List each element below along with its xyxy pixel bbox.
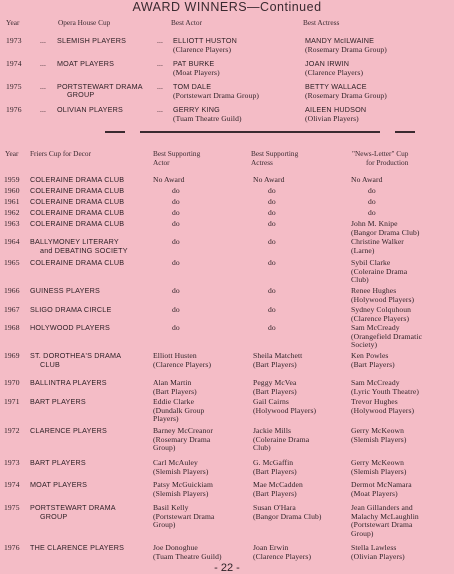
s2-production: (Bart Players) bbox=[351, 359, 395, 369]
s2-year: 1972 bbox=[4, 426, 20, 435]
s2-year: 1966 bbox=[4, 286, 20, 295]
s1-header-actress: Best Actress bbox=[303, 18, 340, 27]
s2-year: 1959 bbox=[4, 175, 20, 184]
s2-supporting-actress: Jackie Mills bbox=[253, 426, 292, 435]
s1-header-cup: Opera House Cup bbox=[58, 18, 111, 27]
s2-year: 1974 bbox=[4, 480, 20, 489]
s2-supporting-actor: do bbox=[172, 286, 180, 295]
s1-header-actor: Best Actor bbox=[171, 18, 203, 27]
s2-production: Group) bbox=[351, 528, 374, 538]
s2-year: 1961 bbox=[4, 197, 20, 206]
s2-production: (Lyric Youth Theatre) bbox=[351, 386, 419, 396]
s2-supporting-actress: do bbox=[268, 323, 276, 332]
s2-header-year: Year bbox=[5, 149, 19, 158]
s2-production: (Portstewart Drama bbox=[351, 520, 413, 529]
s1-actress: AILEEN HUDSON bbox=[305, 105, 367, 114]
s2-production: (Slemish Players) bbox=[351, 466, 407, 476]
s1-actor: ELLIOTT HUSTON bbox=[173, 36, 238, 45]
s2-supporting-actor: (Clarence Players) bbox=[153, 359, 212, 369]
s2-decor-winner: CLARENCE PLAYERS bbox=[30, 426, 107, 435]
s2-decor-winner: GUINESS PLAYERS bbox=[30, 286, 100, 295]
s2-supporting-actor: (Bart Players) bbox=[153, 386, 197, 396]
s2-production: John M. Knipe bbox=[351, 219, 398, 228]
s2-supporting-actor: Group) bbox=[153, 443, 176, 452]
s2-year: 1965 bbox=[4, 258, 20, 267]
s2-supporting-actor: do bbox=[172, 197, 180, 206]
s2-production: Stella Lawless bbox=[351, 543, 397, 552]
s1-actress: BETTY WALLACE bbox=[305, 82, 367, 91]
s2-production: No Award bbox=[351, 175, 383, 184]
s2-production: Sam McCready bbox=[351, 378, 400, 387]
divider-dash-left bbox=[105, 131, 125, 133]
s2-supporting-actress: (Clarence Players) bbox=[253, 551, 312, 561]
s2-decor-winner: COLERAINE DRAMA CLUB bbox=[30, 219, 125, 228]
s2-production: Christine Walker bbox=[351, 237, 404, 246]
s2-decor-winner: SLIGO DRAMA CIRCLE bbox=[30, 305, 112, 314]
s2-production: Sybil Clarke bbox=[351, 258, 391, 267]
s2-header-actor-line2: Actor bbox=[153, 158, 170, 167]
s2-supporting-actress: do bbox=[268, 197, 276, 206]
s2-supporting-actress: Joan Erwin bbox=[253, 543, 289, 552]
s2-production: (Moat Players) bbox=[351, 488, 398, 498]
s1-year: 1976 bbox=[6, 105, 22, 114]
s2-supporting-actress: (Bart Players) bbox=[253, 386, 297, 396]
s2-production: Sam McCready bbox=[351, 323, 400, 332]
s2-production: (Holywood Players) bbox=[351, 294, 415, 304]
s2-production: Trevor Hughes bbox=[351, 397, 398, 406]
s2-supporting-actress: Gail Cairns bbox=[253, 397, 289, 406]
s2-supporting-actor: Alan Martin bbox=[153, 378, 192, 387]
s2-supporting-actor: Joe Donoghue bbox=[153, 543, 198, 552]
s2-year: 1973 bbox=[4, 458, 20, 467]
s1-actress: MANDY McILWAINE bbox=[305, 36, 375, 45]
s2-supporting-actor: Patsy McGuickiam bbox=[153, 480, 214, 489]
s2-production: Malachy McLaughlin bbox=[351, 511, 419, 521]
s2-supporting-actress: Club) bbox=[253, 443, 271, 452]
s2-decor-winner: BALLYMONEY LITERARY bbox=[30, 237, 119, 246]
s2-year: 1976 bbox=[4, 543, 20, 552]
s2-year: 1969 bbox=[4, 351, 20, 360]
s2-production: (Clarence Players) bbox=[351, 313, 410, 323]
s2-supporting-actor: (Portstewart Drama bbox=[153, 511, 215, 521]
s2-supporting-actor: do bbox=[172, 219, 180, 228]
s1-winner: MOAT PLAYERS bbox=[57, 59, 115, 68]
s1-actor: PAT BURKE bbox=[173, 59, 215, 68]
s2-supporting-actress: (Holywood Players) bbox=[253, 405, 317, 415]
s2-supporting-actor: do bbox=[172, 186, 180, 195]
s2-supporting-actress: do bbox=[268, 305, 276, 314]
s1-ellipsis: ... bbox=[157, 36, 163, 45]
s2-production: Renee Hughes bbox=[351, 286, 397, 295]
s2-production: Gerry McKeown bbox=[351, 458, 404, 467]
s1-year: 1975 bbox=[6, 82, 22, 91]
s2-decor-winner: BART PLAYERS bbox=[30, 458, 86, 467]
s1-actor: GERRY KING bbox=[173, 105, 220, 114]
s2-decor-winner: CLUB bbox=[40, 359, 60, 369]
s1-winner: SLEMISH PLAYERS bbox=[57, 36, 127, 45]
s2-production: (Olivian Players) bbox=[351, 551, 405, 561]
s2-year: 1971 bbox=[4, 397, 20, 406]
s2-production: (Slemish Players) bbox=[351, 434, 407, 444]
s2-decor-winner: COLERAINE DRAMA CLUB bbox=[30, 186, 125, 195]
s2-supporting-actor: do bbox=[172, 237, 180, 246]
s2-decor-winner: HOLYWOOD PLAYERS bbox=[30, 323, 111, 332]
s2-production: Society) bbox=[351, 340, 378, 349]
s2-supporting-actor: (Slemish Players) bbox=[153, 466, 209, 476]
s2-supporting-actor: (Rosemary Drama bbox=[153, 434, 211, 444]
s2-supporting-actress: Peggy McVea bbox=[253, 378, 297, 387]
s2-supporting-actor: Eddie Clarke bbox=[153, 397, 195, 406]
s2-header-cup: Friers Cup for Decor bbox=[30, 149, 91, 158]
s2-supporting-actor: do bbox=[172, 305, 180, 314]
s1-ellipsis: ... bbox=[40, 59, 46, 68]
s2-decor-winner: PORTSTEWART DRAMA bbox=[30, 503, 116, 512]
s1-header-year: Year bbox=[6, 18, 20, 27]
s2-year: 1963 bbox=[4, 219, 20, 228]
s2-supporting-actress: Mae McCadden bbox=[253, 480, 303, 489]
s2-supporting-actress: do bbox=[268, 286, 276, 295]
section-divider bbox=[140, 131, 380, 133]
s2-decor-winner: BART PLAYERS bbox=[30, 397, 86, 406]
s1-winner-cont: GROUP bbox=[67, 90, 95, 99]
s2-supporting-actor: Elliott Husten bbox=[153, 351, 197, 360]
s2-year: 1960 bbox=[4, 186, 20, 195]
s2-supporting-actress: do bbox=[268, 237, 276, 246]
s2-production: Dermot McNamara bbox=[351, 480, 412, 489]
page-number: - 22 - bbox=[214, 562, 240, 574]
s2-supporting-actress: Susan O'Hara bbox=[253, 503, 296, 512]
s2-supporting-actress: G. McGaffin bbox=[253, 458, 294, 467]
s1-ellipsis: ... bbox=[40, 82, 46, 91]
s2-production: Club) bbox=[351, 275, 369, 284]
s2-year: 1968 bbox=[4, 323, 20, 332]
s2-supporting-actress: do bbox=[268, 208, 276, 217]
s2-decor-winner: COLERAINE DRAMA CLUB bbox=[30, 175, 125, 184]
s2-supporting-actor: (Tuam Theatre Guild) bbox=[153, 551, 222, 561]
s2-supporting-actor: do bbox=[172, 258, 180, 267]
s2-supporting-actor: do bbox=[172, 208, 180, 217]
s2-supporting-actor: (Slemish Players) bbox=[153, 488, 209, 498]
s2-supporting-actress: do bbox=[268, 186, 276, 195]
s2-decor-winner: COLERAINE DRAMA CLUB bbox=[30, 197, 125, 206]
s2-production: (Coleraine Drama bbox=[351, 266, 408, 276]
s2-supporting-actress: No Award bbox=[253, 175, 285, 184]
s2-supporting-actor: do bbox=[172, 323, 180, 332]
s2-supporting-actress: (Bangor Drama Club) bbox=[253, 511, 322, 521]
s2-decor-winner: GROUP bbox=[40, 511, 68, 521]
s2-supporting-actor: Basil Kelly bbox=[153, 503, 189, 512]
s2-year: 1964 bbox=[4, 237, 20, 246]
s2-production: do bbox=[368, 208, 376, 217]
s2-supporting-actress: Sheila Matchett bbox=[253, 351, 303, 360]
s2-supporting-actor: (Dundalk Group bbox=[153, 405, 205, 415]
s2-production: Ken Powles bbox=[351, 351, 389, 360]
s2-year: 1975 bbox=[4, 503, 20, 512]
page-title: AWARD WINNERS—Continued bbox=[132, 0, 322, 14]
s1-actor-group: (Portstewart Drama Group) bbox=[173, 90, 260, 100]
s1-ellipsis: ... bbox=[157, 82, 163, 91]
s2-decor-winner: ST. DOROTHEA'S DRAMA bbox=[30, 351, 122, 360]
s1-actor-group: (Moat Players) bbox=[173, 67, 220, 77]
s2-production: (Larne) bbox=[351, 245, 375, 255]
s2-supporting-actress: (Bart Players) bbox=[253, 359, 297, 369]
s1-ellipsis: ... bbox=[157, 59, 163, 68]
s1-actress-group: (Olivian Players) bbox=[305, 113, 359, 123]
s2-production: (Holywood Players) bbox=[351, 405, 415, 415]
s2-year: 1970 bbox=[4, 378, 20, 387]
s1-ellipsis: ... bbox=[40, 105, 46, 114]
s2-production: Jean Gillanders and bbox=[351, 503, 413, 512]
s1-year: 1974 bbox=[6, 59, 22, 68]
s2-supporting-actor: Carl McAuley bbox=[153, 458, 198, 467]
s2-supporting-actor: Players) bbox=[153, 414, 179, 423]
s2-production: do bbox=[368, 197, 376, 206]
s1-ellipsis: ... bbox=[40, 36, 46, 45]
s2-year: 1967 bbox=[4, 305, 20, 314]
s2-supporting-actress: do bbox=[268, 219, 276, 228]
s2-decor-winner: and DEBATING SOCIETY bbox=[40, 245, 128, 255]
s2-decor-winner: COLERAINE DRAMA CLUB bbox=[30, 208, 125, 217]
s2-supporting-actress: do bbox=[268, 258, 276, 267]
s2-header-actress-line1: Best Supporting bbox=[251, 149, 299, 158]
s1-actress: JOAN IRWIN bbox=[305, 59, 350, 68]
s2-production: do bbox=[368, 186, 376, 195]
s1-winner: PORTSTEWART DRAMA bbox=[57, 82, 143, 91]
s2-decor-winner: THE CLARENCE PLAYERS bbox=[30, 543, 125, 552]
s2-decor-winner: COLERAINE DRAMA CLUB bbox=[30, 258, 125, 267]
s2-decor-winner: BALLINTRA PLAYERS bbox=[30, 378, 107, 387]
s2-year: 1962 bbox=[4, 208, 20, 217]
s2-production: Sydney Colquhoun bbox=[351, 305, 412, 314]
s1-actress-group: (Rosemary Drama Group) bbox=[305, 44, 387, 54]
s1-actress-group: (Clarence Players) bbox=[305, 67, 364, 77]
s1-actress-group: (Rosemary Drama Group) bbox=[305, 90, 387, 100]
s2-decor-winner: MOAT PLAYERS bbox=[30, 480, 88, 489]
divider-dash-right bbox=[395, 131, 415, 133]
s2-header-actor-line1: Best Supporting bbox=[153, 149, 201, 158]
s1-actor-group: (Clarence Players) bbox=[173, 44, 232, 54]
s1-actor-group: (Tuam Theatre Guild) bbox=[173, 113, 242, 123]
s1-ellipsis: ... bbox=[157, 105, 163, 114]
s2-header-production-line1: "News-Letter" Cup bbox=[352, 149, 409, 158]
s2-supporting-actress: (Bart Players) bbox=[253, 466, 297, 476]
s2-production: (Bangor Drama Club) bbox=[351, 227, 420, 237]
s1-year: 1973 bbox=[6, 36, 22, 45]
s2-supporting-actor: Group) bbox=[153, 520, 176, 529]
s2-header-actress-line2: Actress bbox=[251, 158, 273, 167]
s2-supporting-actor: Barney McCreanor bbox=[153, 426, 214, 435]
s1-actor: TOM DALE bbox=[173, 82, 212, 91]
s2-supporting-actress: (Coleraine Drama bbox=[253, 434, 310, 444]
s2-header-production-line2: for Production bbox=[366, 158, 409, 167]
s1-winner: OLIVIAN PLAYERS bbox=[57, 105, 123, 114]
s2-production: (Orangefield Dramatic bbox=[351, 331, 423, 341]
s2-production: Gerry McKeown bbox=[351, 426, 404, 435]
s2-supporting-actor: No Award bbox=[153, 175, 185, 184]
s2-supporting-actress: (Bart Players) bbox=[253, 488, 297, 498]
